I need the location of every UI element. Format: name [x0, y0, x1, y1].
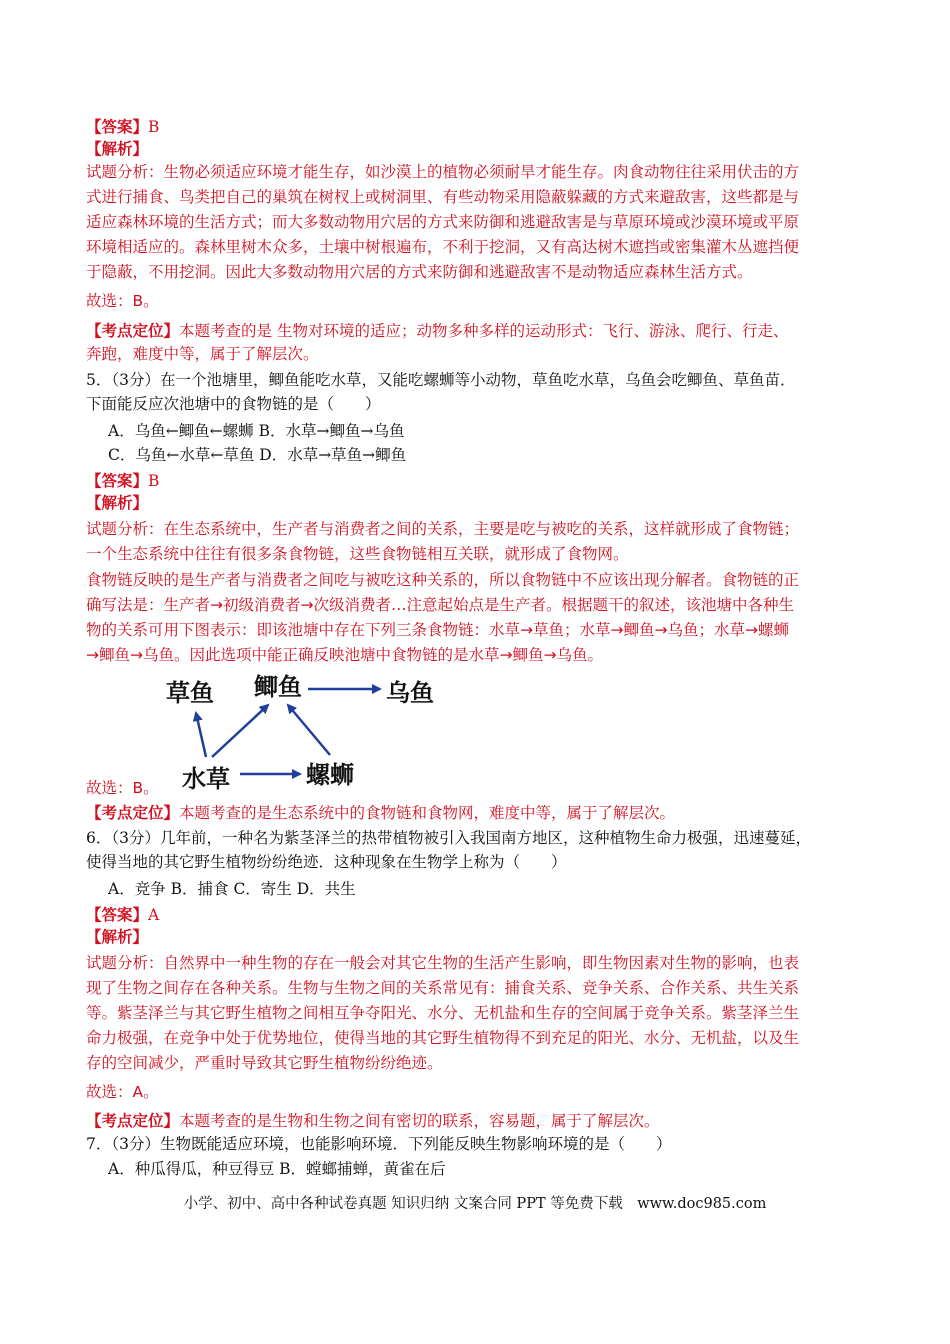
q5-conclusion: 故选：B。 — [86, 779, 159, 797]
q6-question-line: 使得当地的其它野生植物纷纷绝迹．这种现象在生物学上称为（ ） — [86, 853, 567, 871]
kaodian-text: 本题考查的是生态系统中的食物链和食物网，难度中等，属于了解层次。 — [179, 804, 676, 822]
q7-question-line: 7．（3分）生物既能适应环境，也能影响环境．下列能反映生物影响环境的是（ ） — [86, 1135, 672, 1153]
q4-kaodian-cont: 奔跑，难度中等，属于了解层次。 — [86, 345, 319, 363]
q4-analysis-line: 环境相适应的。森林里树木众多，土壤中树根遍布，不利于挖洞，又有高达树木遮挡或密集灌木丛遮挡便 — [86, 238, 800, 256]
kaodian-label: 【考点定位】 — [86, 1111, 180, 1130]
node-wuyu: 乌鱼 — [386, 679, 434, 707]
kaodian-text: 本题考查的是生物和生物之间有密切的联系，容易题，属于了解层次。 — [179, 1112, 660, 1130]
answer-label: 【答案】 — [86, 905, 149, 924]
q5-option-row: C．乌鱼←水草←草鱼 D．水草→草鱼→鲫鱼 — [108, 446, 407, 464]
page-footer: 小学、初中、高中各种试卷真题 知识归纳 文案合同 PPT 等免费下载 www.doc985.com — [183, 1196, 767, 1212]
answer-label: 【答案】 — [86, 471, 149, 490]
q6-analysis-line: 现了生物之间存在各种关系。生物与生物之间的关系常见有：捕食关系、竞争关系、合作关系、共生关系 — [86, 979, 800, 997]
q4-analysis-line: 于隐蔽，不用挖洞。因此大多数动物用穴居的方式来防御和逃避敌害不是动物适应森林生活方式。 — [86, 263, 753, 281]
q4-kaodian — [86, 320, 788, 342]
q5-option-row: A．乌鱼←鲫鱼←螺蛳 B．水草→鲫鱼→乌鱼 — [108, 422, 405, 440]
kaodian-text: 本题考查的是 生物对环境的适应；动物多种多样的运动形式：飞行、游泳、爬行、行走、 — [179, 322, 789, 340]
node-jiyu: 鲫鱼 — [254, 673, 302, 701]
q5-analysis-line: 食物链反映的是生产者与消费者之间吃与被吃这种关系的，所以食物链中不应该出现分解者。食物链的正 — [86, 571, 800, 589]
q4-answer — [86, 116, 159, 138]
q5-kaodian — [86, 802, 675, 824]
q5-question-line: 下面能反应次池塘中的食物链的是（ ） — [86, 395, 381, 413]
q6-kaodian — [86, 1110, 660, 1132]
arrow-shuicao-caoyu — [196, 713, 206, 757]
node-caoyu: 草鱼 — [166, 679, 214, 707]
q6-answer — [86, 904, 159, 926]
q6-conclusion: 故选：A。 — [86, 1083, 159, 1101]
answer-value: A — [148, 906, 160, 924]
q4-analysis-line: 试题分析：生物必须适应环境才能生存，如沙漠上的植物必须耐旱才能生存。肉食动物往往采用伏击的方 — [86, 163, 800, 181]
q6-option-row: A．竞争 B．捕食 C．寄生 D．共生 — [108, 880, 356, 898]
arrow-luosi-jiyu — [288, 705, 330, 755]
q5-analysis-line: 确写法是：生产者→初级消费者→次级消费者…注意起始点是生产者。根据题干的叙述，该池塘中各种生 — [86, 596, 794, 614]
answer-label: 【答案】 — [86, 117, 149, 136]
node-shuicao: 水草 — [182, 765, 230, 793]
q6-analysis-line: 等。紫茎泽兰与其它野生植物之间相互争夺阳光、水分、无机盐和生存的空间属于竞争关系。紫茎泽兰生 — [86, 1004, 800, 1022]
q5-analysis-label: 【解析】 — [86, 493, 149, 512]
q6-question-line: 6．（3分）几年前，一种名为紫茎泽兰的热带植物被引入我国南方地区，这种植物生命力极强，迅速蔓延， — [86, 829, 811, 847]
q5-answer — [86, 470, 159, 492]
q5-question-line: 5．（3分）在一个池塘里，鲫鱼能吃水草，又能吃螺蛳等小动物，草鱼吃水草，乌鱼会吃鲫鱼、草鱼苗． — [86, 371, 796, 389]
q4-analysis-label: 【解析】 — [86, 139, 149, 158]
q4-conclusion: 故选：B。 — [86, 292, 159, 310]
answer-value: B — [148, 472, 160, 490]
q6-analysis-line: 存的空间减少，严重时导致其它野生植物纷纷绝迹。 — [86, 1054, 443, 1072]
kaodian-label: 【考点定位】 — [86, 321, 180, 340]
q5-analysis-line: 物的关系可用下图表示：即该池塘中存在下列三条食物链：水草→草鱼；水草→鲫鱼→乌鱼；水草→螺蛳 — [86, 621, 789, 639]
food-web-diagram — [160, 665, 460, 795]
q4-analysis-line: 适应森林环境的生活方式；而大多数动物用穴居的方式来防御和逃避敌害是与草原环境或沙漠环境或平原 — [86, 213, 800, 231]
arrow-shuicao-jiyu — [212, 705, 268, 757]
q5-analysis-line: 一个生态系统中往往有很多条食物链，这些食物链相互关联，就形成了食物网。 — [86, 545, 629, 563]
q7-option-row: A．种瓜得瓜，种豆得豆 B．螳螂捕蝉，黄雀在后 — [108, 1160, 446, 1178]
q5-analysis-line: 试题分析：在生态系统中，生产者与消费者之间的关系，主要是吃与被吃的关系，这样就形成了食物链； — [86, 520, 800, 538]
q5-analysis-line: →鲫鱼→乌鱼。因此选项中能正确反映池塘中食物链的是水草→鲫鱼→乌鱼。 — [86, 646, 603, 664]
q4-analysis-line: 式进行捕食、鸟类把自己的巢筑在树杈上或树洞里、有些动物采用隐蔽躲藏的方式来避敌害，这些都是与 — [86, 188, 800, 206]
answer-value: B — [148, 118, 160, 136]
q6-analysis-line: 命力极强，在竞争中处于优势地位，使得当地的其它野生植物得不到充足的阳光、水分、无机盐，以及生 — [86, 1029, 800, 1047]
kaodian-label: 【考点定位】 — [86, 803, 180, 822]
q6-analysis-line: 试题分析：自然界中一种生物的存在一般会对其它生物的生活产生影响，即生物因素对生物的影响，也表 — [86, 954, 800, 972]
node-luosi: 螺蛳 — [306, 761, 354, 789]
q6-analysis-label: 【解析】 — [86, 927, 149, 946]
